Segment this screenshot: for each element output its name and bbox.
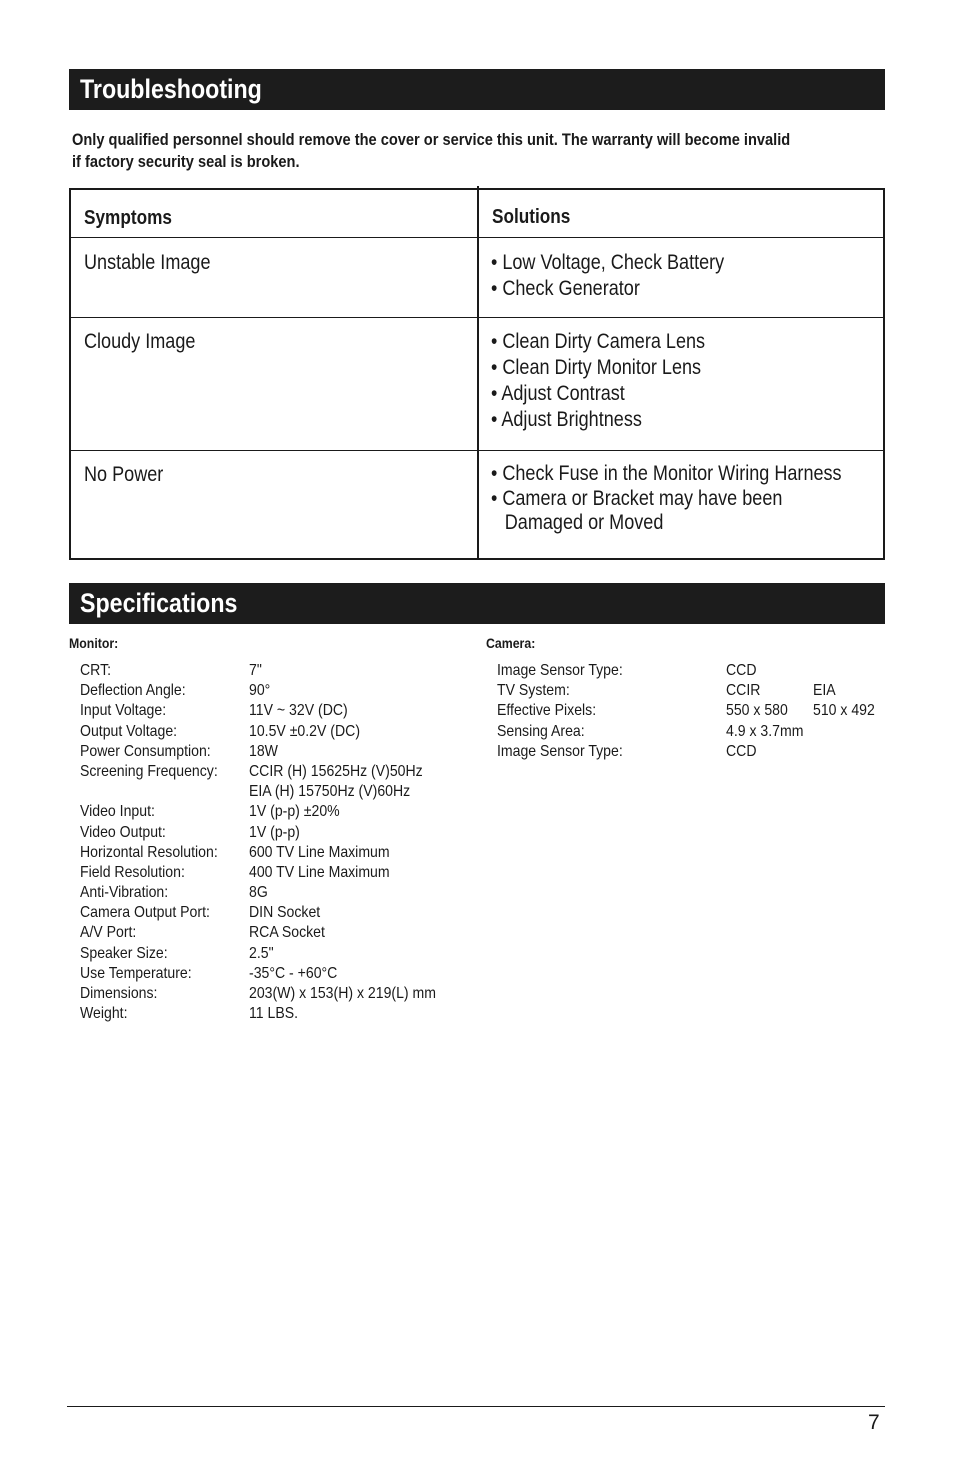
warning-notice — [72, 129, 902, 173]
specifications-heading — [69, 583, 885, 624]
solution-item: Damaged or Moved — [504, 511, 664, 534]
spec-value: 8G — [249, 884, 268, 902]
footer-divider — [67, 1406, 885, 1407]
spec-row — [80, 843, 480, 863]
solution-item: • Clean Dirty Monitor Lens — [491, 356, 702, 379]
symptom-cell: Unstable Image — [84, 251, 211, 274]
spec-row — [80, 701, 480, 721]
spec-label: A/V Port: — [80, 924, 137, 942]
spec-label: Dimensions: — [80, 985, 158, 1002]
spec-label: Field Resolution: — [80, 863, 185, 881]
spec-value-alt: EIA — [813, 682, 836, 700]
symptoms-header: Symptoms — [84, 207, 172, 229]
solution-list — [491, 329, 740, 433]
spec-label: Anti-Vibration: — [80, 884, 169, 902]
row-divider — [71, 450, 883, 451]
solution-item: • Check Generator — [491, 277, 640, 300]
spec-row — [80, 883, 480, 903]
solution-list — [491, 462, 899, 536]
spec-value-alt: 510 x 492 — [813, 702, 875, 720]
page-number: 7 — [868, 1411, 880, 1434]
warning-line: Only qualified personnel should remove the cover or service this unit. The warranty will become invalid — [72, 130, 791, 149]
solution-item: • Camera or Bracket may have been — [491, 486, 783, 510]
spec-value: 1V (p-p) ±20% — [249, 803, 340, 821]
spec-label: Camera Output Port: — [80, 904, 210, 922]
solution-item: • Low Voltage, Check Battery — [491, 251, 725, 274]
spec-label: Video Output: — [80, 823, 166, 841]
solution-list — [491, 250, 762, 302]
spec-label: Screening Frequency: — [80, 762, 218, 780]
spec-row — [80, 944, 480, 964]
troubleshooting-table — [69, 188, 885, 560]
spec-value: 10.5V ±0.2V (DC) — [249, 722, 361, 740]
specifications-title: Specifications — [80, 588, 238, 618]
spec-label: Power Consumption: — [80, 742, 211, 760]
spec-value: -35°C - +60°C — [249, 964, 338, 982]
spec-value: 90° — [249, 682, 271, 700]
spec-label: Video Input: — [80, 803, 155, 821]
monitor-spec-list — [80, 661, 480, 1024]
spec-row — [497, 742, 897, 762]
spec-row — [80, 782, 480, 802]
spec-value: 18W — [249, 742, 278, 760]
spec-row — [80, 742, 480, 762]
camera-spec-list — [497, 661, 897, 762]
spec-label: Output Voltage: — [80, 722, 178, 740]
spec-row — [80, 964, 480, 984]
spec-row — [80, 823, 480, 843]
spec-label: Image Sensor Type: — [497, 662, 623, 679]
row-divider — [71, 237, 883, 238]
solution-item: • Adjust Brightness — [491, 408, 642, 431]
monitor-heading: Monitor: — [69, 635, 119, 651]
spec-label: TV System: — [497, 682, 570, 700]
solution-item: • Adjust Contrast — [491, 382, 625, 405]
spec-row — [80, 863, 480, 883]
spec-row — [80, 681, 480, 701]
troubleshooting-heading — [69, 69, 885, 110]
spec-row — [80, 762, 480, 782]
symptom-cell: No Power — [84, 463, 164, 486]
spec-label: Weight: — [80, 1005, 128, 1023]
spec-value: 1V (p-p) — [249, 823, 300, 841]
spec-value: 400 TV Line Maximum — [249, 863, 390, 881]
solution-item: • Check Fuse in the Monitor Wiring Harness — [491, 462, 842, 485]
spec-label: Sensing Area: — [497, 722, 585, 740]
spec-row — [497, 701, 897, 721]
spec-label: Speaker Size: — [80, 944, 168, 962]
camera-heading: Camera: — [486, 635, 536, 651]
symptom-cell: Cloudy Image — [84, 330, 196, 353]
spec-value: 11 LBS. — [249, 1005, 299, 1023]
spec-label: CRT: — [80, 662, 112, 679]
spec-label: Image Sensor Type: — [497, 742, 623, 760]
spec-row — [80, 923, 480, 943]
spec-row — [497, 661, 897, 681]
spec-value: RCA Socket — [249, 924, 325, 942]
solutions-header: Solutions — [492, 206, 571, 228]
spec-value: 7" — [249, 662, 262, 679]
spec-row — [80, 903, 480, 923]
spec-row — [80, 722, 480, 742]
spec-value: DIN Socket — [249, 904, 321, 922]
spec-row — [80, 984, 480, 1004]
spec-value: CCD — [726, 742, 757, 760]
spec-row — [80, 802, 480, 822]
spec-row — [497, 681, 897, 701]
spec-row — [80, 661, 480, 681]
spec-value: CCD — [726, 662, 757, 679]
spec-label: Effective Pixels: — [497, 702, 597, 720]
spec-value: 203(W) x 153(H) x 219(L) mm — [249, 985, 436, 1002]
spec-value: 11V ~ 32V (DC) — [249, 702, 348, 720]
spec-label: Deflection Angle: — [80, 682, 186, 700]
solution-item: • Clean Dirty Camera Lens — [491, 330, 706, 353]
warning-line: if factory security seal is broken. — [72, 152, 300, 171]
spec-row — [497, 722, 897, 742]
spec-label: Input Voltage: — [80, 702, 167, 720]
spec-label: Use Temperature: — [80, 964, 192, 982]
spec-value: 4.9 x 3.7mm — [726, 722, 804, 740]
spec-value: 2.5" — [249, 944, 274, 962]
spec-row — [80, 1004, 480, 1024]
column-divider — [477, 186, 479, 558]
row-divider — [71, 317, 883, 318]
spec-value: CCIR (H) 15625Hz (V)50Hz — [249, 762, 423, 780]
spec-value: 550 x 580 — [726, 702, 788, 720]
spec-value: EIA (H) 15750Hz (V)60Hz — [249, 783, 411, 801]
troubleshooting-title: Troubleshooting — [80, 74, 262, 104]
spec-label: Horizontal Resolution: — [80, 843, 218, 861]
spec-value: CCIR — [726, 682, 761, 700]
spec-value: 600 TV Line Maximum — [249, 843, 390, 861]
